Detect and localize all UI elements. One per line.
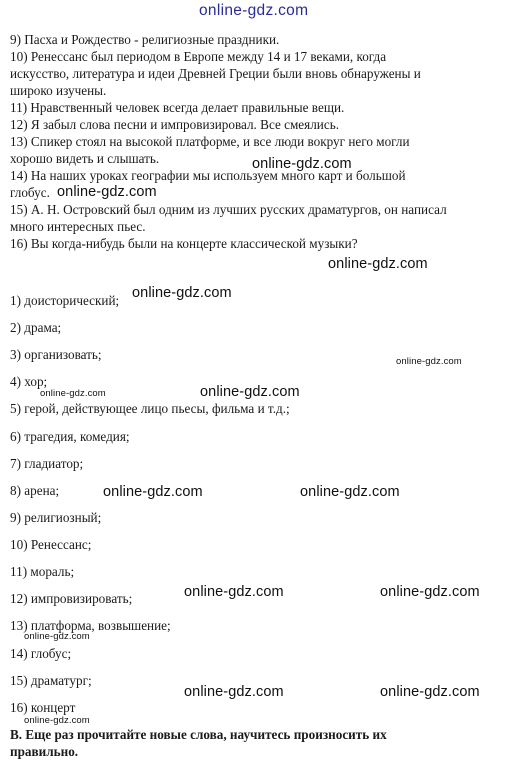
sentence-line: 10) Ренессанс был периодом в Европе между 14 и 17 веками, когда bbox=[10, 49, 387, 64]
vocab-item: 4) хор; bbox=[10, 374, 48, 389]
vocab-item: 1) доисторический; bbox=[10, 293, 120, 308]
task-heading: правильно. bbox=[10, 744, 79, 759]
watermark: online-gdz.com bbox=[200, 384, 300, 400]
vocab-item: 7) гладиатор; bbox=[10, 456, 84, 471]
sentence-line: 13) Спикер стоял на высокой платформе, и все люди вокруг него могли bbox=[10, 134, 410, 149]
sentence-line: 9) Пасха и Рождество - религиозные праздники. bbox=[10, 32, 280, 47]
vocab-item: 12) импровизировать; bbox=[10, 591, 133, 606]
sentence-line: 11) Нравственный человек всегда делает правильные вещи. bbox=[10, 100, 345, 115]
watermark: online-gdz.com bbox=[24, 631, 90, 642]
watermark: online-gdz.com bbox=[184, 584, 284, 600]
sentence-line: искусство, литература и идеи Древней Греции были вновь обнаружены и bbox=[10, 66, 421, 81]
vocab-item: 5) герой, действующее лицо пьесы, фильма и т.д.; bbox=[10, 401, 290, 416]
watermark: online-gdz.com bbox=[24, 715, 90, 726]
vocab-item: 16) концерт bbox=[10, 700, 76, 715]
watermark: online-gdz.com bbox=[184, 684, 284, 700]
sentence-line: широко изучены. bbox=[10, 83, 107, 98]
sentence-line: 16) Вы когда-нибудь были на концерте классической музыки? bbox=[10, 236, 358, 251]
sentence-line: много интересных пьес. bbox=[10, 219, 146, 234]
vocab-item: 6) трагедия, комедия; bbox=[10, 429, 130, 444]
watermark: online-gdz.com bbox=[300, 484, 400, 500]
vocab-item: 13) платформа, возвышение; bbox=[10, 618, 171, 633]
watermark: online-gdz.com bbox=[380, 684, 480, 700]
sentence-line: 14) На наших уроках географии мы используем много карт и большой bbox=[10, 168, 406, 183]
vocab-item: 11) мораль; bbox=[10, 564, 75, 579]
vocab-item: 2) драма; bbox=[10, 320, 62, 335]
watermark: online-gdz.com bbox=[396, 356, 462, 367]
vocab-item: 8) арена; bbox=[10, 483, 60, 498]
watermark: online-gdz.com bbox=[132, 285, 232, 301]
vocab-item: 3) организовать; bbox=[10, 347, 102, 362]
watermark: online-gdz.com bbox=[57, 184, 157, 200]
sentence-line: 15) А. Н. Островский был одним из лучших русских драматургов, он написал bbox=[10, 202, 447, 217]
vocab-item: 14) глобус; bbox=[10, 646, 72, 661]
sentence-line: хорошо видеть и слышать. bbox=[10, 151, 160, 166]
watermark: online-gdz.com bbox=[328, 256, 428, 272]
sentence-line: 12) Я забыл слова песни и импровизировал. Все смеялись. bbox=[10, 117, 340, 132]
sentence-line: глобус. bbox=[10, 185, 50, 200]
vocab-item: 9) религиозный; bbox=[10, 510, 102, 525]
watermark: online-gdz.com bbox=[380, 584, 480, 600]
watermark: online-gdz.com bbox=[40, 388, 106, 399]
vocab-item: 10) Ренессанс; bbox=[10, 537, 92, 552]
watermark-top: online-gdz.com bbox=[199, 2, 309, 19]
task-heading: В. Еще раз прочитайте новые слова, научитесь произносить их bbox=[10, 727, 387, 742]
vocab-item: 15) драматург; bbox=[10, 673, 92, 688]
watermark: online-gdz.com bbox=[252, 156, 352, 172]
watermark: online-gdz.com bbox=[103, 484, 203, 500]
